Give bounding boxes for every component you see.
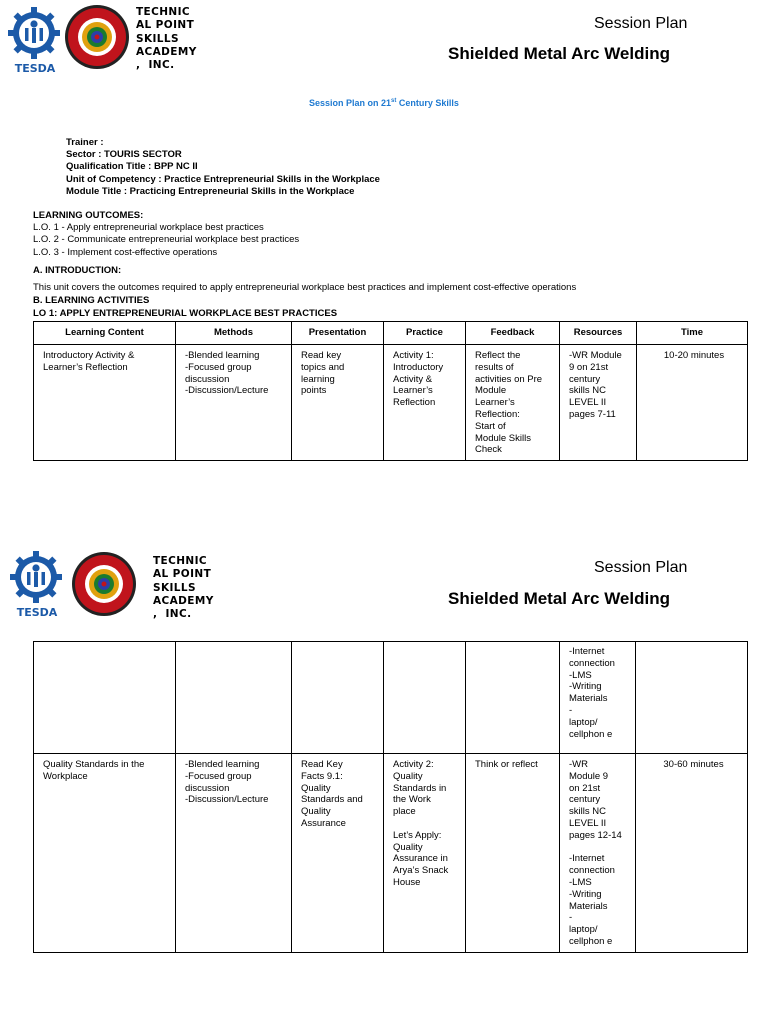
table-row (34, 345, 748, 461)
sector-line: Sector : TOURIS SECTOR (66, 149, 182, 161)
column-header: Resources (560, 322, 637, 345)
cell-resources: -Internet connection -LMS -Writing Materials - laptop/ cellphon e (569, 646, 615, 740)
learning-outcomes (33, 210, 299, 259)
learning-activities-table-continued (33, 641, 748, 953)
cell-learning-content: Quality Standards in the Workplace (43, 759, 145, 782)
outcome-item: L.O. 1 - Apply entrepreneurial workplace best practices (33, 222, 264, 234)
column-header: Presentation (292, 322, 384, 345)
org-name: TECHNIC AL POINT SKILLS ACADEMY , INC. (136, 6, 197, 72)
outcomes-heading: LEARNING OUTCOMES: (33, 210, 144, 221)
unit-line: Unit of Competency : Practice Entrepreneurial Skills in the Workplace (66, 173, 380, 185)
cell-methods: -Blended learning -Focused group discussion -Discussion/Lecture (185, 350, 269, 397)
table-header-row (34, 322, 748, 345)
tesda-logo (8, 549, 66, 624)
session-plan-label: Session Plan (594, 559, 688, 576)
column-header: Practice (384, 322, 466, 345)
svg-text:TESDA: TESDA (16, 606, 58, 619)
cell-methods: -Blended learning -Focused group discussion -Discussion/Lecture (185, 759, 269, 806)
cell-presentation: Read key topics and learning points (301, 350, 345, 397)
table-row (34, 754, 748, 953)
cell-learning-content: Introductory Activity & Learner’s Reflection (43, 350, 135, 373)
trainer-info (66, 137, 380, 198)
cell-resources: -WR Module 9 on 21st century skills NC LEVEL II pages 12-14 -Internet connection -LMS -Writing Materials - laptop/ cellphon e (569, 759, 622, 947)
column-header: Learning Content (34, 322, 176, 345)
cell-time: 10-20 minutes (663, 350, 725, 361)
outcome-item: L.O. 3 - Implement cost-effective operations (33, 246, 218, 258)
svg-text:TESDA: TESDA (14, 62, 56, 75)
lo1-heading: LO 1: APPLY ENTREPRENEURIAL WORKPLACE BEST PRACTICES (33, 308, 338, 319)
column-header: Methods (176, 322, 292, 345)
introduction-heading: A. INTRODUCTION: (33, 265, 122, 276)
cell-feedback: Think or reflect (475, 759, 538, 770)
cell-time: 30-60 minutes (663, 759, 724, 770)
session-plan-label: Session Plan (594, 15, 688, 32)
table-row (34, 642, 748, 754)
tesda-logo (6, 5, 64, 80)
learning-activities-heading: B. LEARNING ACTIVITIES (33, 295, 150, 306)
trainer-line: Trainer : (66, 137, 104, 148)
school-seal-logo (64, 4, 130, 75)
cell-feedback: Reflect the results of activities on Pre Module Learner’s Reflection: Start of Module Skills Check (475, 350, 543, 456)
learning-activities-table (33, 321, 748, 461)
course-title: Shielded Metal Arc Welding (448, 589, 670, 608)
outcome-item: L.O. 2 - Communicate entrepreneurial workplace best practices (33, 234, 300, 246)
school-seal-logo (71, 551, 137, 622)
cell-presentation: Read Key Facts 9.1: Quality Standards and Quality Assurance (301, 759, 363, 829)
cell-practice: Activity 1: Introductory Activity & Learner’s Reflection (393, 350, 444, 409)
module-line: Module Title : Practicing Entrepreneurial Skills in the Workplace (66, 185, 355, 197)
org-name: TECHNIC AL POINT SKILLS ACADEMY , INC. (153, 555, 214, 621)
cell-resources: -WR Module 9 on 21st century skills NC LEVEL II pages 7-11 (569, 350, 622, 420)
column-header: Time (637, 322, 748, 345)
cell-practice: Activity 2: Quality Standards in the Work place Let’s Apply: Quality Assurance in Arya’s Snack House (393, 759, 449, 888)
qualification-line: Qualification Title : BPP NC II (66, 161, 198, 173)
introduction-text: This unit covers the outcomes required to apply entrepreneurial workplace best practices and implement cost-effective operations (33, 282, 577, 293)
column-header: Feedback (466, 322, 560, 345)
course-title: Shielded Metal Arc Welding (448, 44, 670, 63)
session-plan-subtitle: Session Plan on 21st Century Skills (309, 98, 459, 108)
